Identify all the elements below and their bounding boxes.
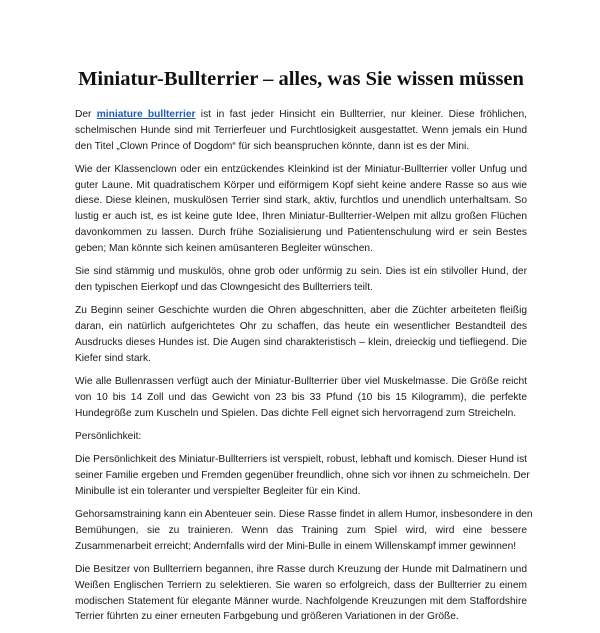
paragraph-line: Weißen Englischen Terriern zu selektieren. Sie waren so erfolgreich, dass der Bullterrier zu einem [75,579,527,591]
paragraph-line: guter Laune. Mit quadratischem Körper und eiförmigem Kopf sieht keine andere Rasse so aus wie [75,179,527,191]
paragraph-line: lustig er auch ist, es ist keine gute Idee, Ihren Miniatur-Bullterrier-Welpen mit allzu großen Flüchen [75,211,527,223]
paragraph-line: Kiefer sind stark. [75,352,151,364]
paragraph-line: Terrier führten zu einer erneuten Farbgebung und größeren Variationen in der Größe. [75,611,459,623]
paragraph-line: Minibulle ist ein toleranter und verspielter Begleiter für ein Kind. [75,485,361,497]
paragraph-line: Wie alle Bullenrassen verfügt auch der Miniatur-Bullterrier über viel Muskelmasse. Die Größe reicht [75,375,527,387]
miniature-bullterrier-link[interactable]: miniature bullterrier [96,109,196,120]
body-paragraph [75,562,527,625]
paragraph-line: Gehorsamstraining kann ein Abenteuer sein. Diese Rasse findet in allem Humor, insbesondere in den [75,509,533,521]
body-paragraph [75,303,527,366]
paragraph-line: modischen Statement für elegante Männer wurde. Nachfolgende Kreuzungen mit dem Staffordshire [75,595,527,607]
body-paragraph [75,507,533,554]
paragraph-line: Zu Beginn seiner Geschichte wurden die Ohren abgeschnitten, aber die Züchter arbeiteten fleißig [75,305,527,317]
paragraph-line: von 10 bis 14 Zoll und das Gewicht von 23 bis 33 Pfund (10 bis 15 Kilogramm), die perfekte [75,391,527,403]
paragraph-line: davonkommen zu lassen. Durch frühe Sozialisierung und Patientenschulung wird er sein Bestes [75,227,527,239]
document-page [75,68,533,633]
paragraph-line: Die Besitzer von Bullterriern begannen, ihre Rasse durch Kreuzung der Hunde mit Dalmatinern und [75,563,527,575]
document-title: Miniatur-Bullterrier – alles, was Sie wissen müssen [78,68,524,90]
paragraph-line: Sie sind stämmig und muskulös, ohne grob oder unförmig zu sein. Dies ist ein stilvoller Hund, der [75,266,527,278]
intro-paragraph [75,107,527,154]
paragraph-line: seiner Familie ergeben und Fremden gegenüber freundlich, ohne sich vor ihnen zu schmeicheln. Der [75,469,530,481]
section-heading [75,429,527,445]
paragraph-line: Wie der Klassenclown oder ein entzückendes Kleinkind ist der Miniatur-Bullterrier voller Unfug und [75,163,527,175]
paragraph-line: diese. Diese kleinen, muskulösen Terrier sind stark, aktiv, furchtlos und unendlich unterhaltsam. So [75,195,527,207]
paragraph-line: Bemühungen, sie zu trainieren. Wenn das Training zum Spiel wird, wird eine bessere [75,524,527,536]
intro-prefix: Der [75,109,97,120]
paragraph-line: geben; Man könnte sich keinen amüsanteren Begleiter wünschen. [75,242,373,254]
body-paragraph [75,162,527,257]
paragraph-line: den Titel „Clown Prince of Dogdom“ für sich beanspruchen könnte, dann ist es der Mini. [75,140,470,152]
paragraph-line: Zusammenarbeit erreicht; Andernfalls wird der Mini-Bulle in einem Willenskampf immer gewinnen! [75,540,517,552]
body-paragraph [75,452,530,499]
paragraph-line: Hundegröße zum Kuscheln und Spielen. Das dichte Fell eignet sich hervorragend zum Streicheln. [75,407,517,419]
intro-line-rest: ist in fast jeder Hinsicht ein Bullterrier, nur kleiner. Diese fröhlichen, [195,109,527,120]
paragraph-line [75,107,527,123]
paragraph-line: den typischen Eierkopf und das Clowngesicht des Bullterriers teilt. [75,281,373,293]
paragraph-line: Die Persönlichkeit des Miniatur-Bullterriers ist verspielt, robust, lebhaft und komisch. Dieser Hund ist [75,454,527,466]
paragraph-line: Persönlichkeit: [75,430,142,442]
body-paragraph [75,374,527,421]
paragraph-line: Ausdrucks dieses Hundes ist. Die Augen sind charakteristisch – klein, dreieckig und tiefliegend. Die [75,336,527,348]
paragraph-line: schelmischen Hunde sind mit Terrierfeuer und Furchtlosigkeit ausgestattet. Wenn jemals ein Hund [75,124,527,136]
paragraph-line: daran, ein natürlich aufgerichtetes Ohr zu schaffen, das heute ein wesentlicher Bestandteil des [75,321,527,333]
body-paragraph [75,264,527,296]
